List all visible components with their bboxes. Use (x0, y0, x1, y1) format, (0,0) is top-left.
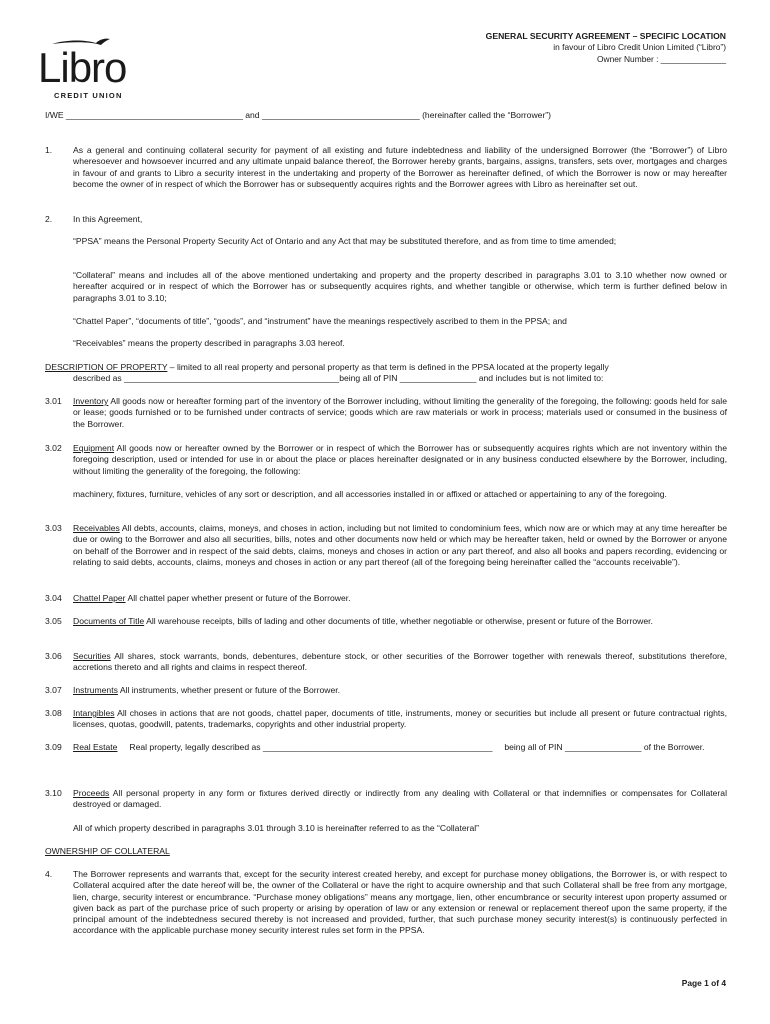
clause-number: 3.10 (45, 788, 62, 798)
clause-text: All goods now or hereafter forming part of the inventory of the Borrower including, without limiting the generality of the foregoing, the following: goods held for sale or lease; goods furnished or to be furnished under contracts of service; goods which are raw materials or work in process; materials used or consumed in the business of the Borrower. (73, 396, 727, 429)
description-of-property (45, 362, 727, 385)
logo-tagline-text: CREDIT UNION (54, 91, 123, 100)
clause-3-06 (45, 651, 727, 674)
clause-number: 3.06 (45, 651, 62, 661)
equipment-subtext: machinery, fixtures, furniture, vehicles of any sort or description, and all accessories installed in or affixed or attached or appertaining to any of the foregoing. (73, 489, 667, 499)
iwe-line: I/WE _____________________________________ and _________________________________ (hereinafter called the “Borrower”) (45, 110, 552, 120)
clause-3-02 (45, 443, 727, 477)
description-line-1: – limited to all real property and personal property as that term is defined in the PPSA located at the property legally (167, 362, 609, 372)
clause-number: 3.02 (45, 443, 62, 453)
paragraph-text: The Borrower represents and warrants that, except for the security interest created hereby, and except for purchase money obligations, the Borrower is, or with respect to Collateral acquired after the date hereof will be, the owner of the Collateral or have the right to acquire ownership and that such Collateral shall be free from any mortgage, lien, charge, security interest or encumbrance. “Purchase money obligations” means any mortgage, lien, other encumbrance or security interest upon property assumed or given back as part of the purchase price of such property or arising by operation of law or any extension or renewal or replacement thereof upon the same property, if the principal amount of the indebtedness secured thereby is not increased and provided, further, that such purchase money security interest(s) is continuously perfected in accordance with the applicable purchase money security interest rules set form in the PPSA. (73, 869, 727, 936)
definition-ppsa: “PPSA” means the Personal Property Security Act of Ontario and any Act that may be substituted therefore, and as from time to time amended; (73, 236, 617, 246)
paragraph-2 (45, 214, 727, 225)
clause-3-07 (45, 685, 727, 696)
clause-term: Equipment (73, 443, 115, 453)
ownership-heading-text: OWNERSHIP OF COLLATERAL (45, 846, 170, 856)
clause-term: Inventory (73, 396, 109, 406)
clause-text: All debts, accounts, claims, moneys, and choses in action, including but not limited to condominium fees, which now are or which may at any time hereafter be due or owing to the Borrower and also all securities, bills, notes and other documents now held or which may be hereafter taken, held or owned by the Borrower or anyone on behalf of the Borrower and in respect of the said debts, claims, moneys and choses in action or any part thereof, and also all books and papers recording, evidencing or relating to said debts, accounts, claims, moneys and choses in action or any part thereof (all of the foregoing being hereinafter called the “accounts receivable”). (73, 523, 727, 567)
clause-number: 3.04 (45, 593, 62, 603)
clause-term: Documents of Title (73, 616, 145, 626)
document-header (486, 31, 726, 65)
clause-3-03 (45, 523, 727, 568)
clause-text: All shares, stock warrants, bonds, debentures, debenture stock, or other securities of the Borrower together with renewals thereof, substitutions therefore, accretions thereto and all rights and claims in respect thereof. (73, 651, 727, 673)
clause-3-10 (45, 788, 727, 811)
clause-number: 3.01 (45, 396, 62, 406)
clause-term: Securities (73, 651, 111, 661)
page-number: Page 1 of 4 (681, 978, 726, 988)
paragraph-number: 2. (45, 214, 53, 224)
clause-3-08 (45, 708, 727, 731)
clause-text: All chattel paper whether present or future of the Borrower. (125, 593, 351, 603)
clause-text: Real property, legally described as ________________________________________________ being all of PIN ________________ of the Borrower. (117, 742, 705, 752)
document-title: GENERAL SECURITY AGREEMENT – SPECIFIC LOCATION (485, 31, 726, 41)
clause-3-09 (45, 742, 727, 753)
description-heading: DESCRIPTION OF PROPERTY (45, 362, 168, 372)
clause-text: All personal property in any form or fixtures derived directly or indirectly from any dealing with Collateral or that indemnifies or compensates for Collateral destroyed or damaged. (73, 788, 727, 810)
description-line-2: described as _____________________________________________being all of PIN ________________ and includes but is not limited to: (73, 373, 604, 384)
paragraph-4 (45, 869, 727, 937)
clause-number: 3.09 (45, 742, 62, 752)
clause-text: All goods now or hereafter owned by the Borrower or in respect of which the Borrower has or subsequently acquires rights which are not inventory within the foregoing description, used or intended for use in or about the place or places hereinafter designated or in any business conducted elsewhere by the Borrower, including, without limiting the generality of the foregoing, the following: (73, 443, 727, 476)
clause-number: 3.07 (45, 685, 62, 695)
ownership-heading (45, 846, 727, 857)
clause-3-04 (45, 593, 727, 604)
clause-term: Intangibles (73, 708, 115, 718)
definition-receivables: “Receivables” means the property described in paragraphs 3.03 hereof. (73, 338, 345, 348)
paragraph-number: 4. (45, 869, 53, 879)
clause-term: Proceeds (73, 788, 110, 798)
logo-brand-text: Libro (38, 44, 127, 91)
clause-number: 3.03 (45, 523, 62, 533)
paragraph-1 (45, 145, 727, 190)
clause-term: Instruments (73, 685, 118, 695)
clause-term: Real Estate (73, 742, 118, 752)
clause-text: All warehouse receipts, bills of lading and other documents of title, whether negotiable or otherwise, present or future of the Borrower. (144, 616, 653, 626)
clause-term: Chattel Paper (73, 593, 126, 603)
clause-number: 3.05 (45, 616, 62, 626)
clause-term: Receivables (73, 523, 120, 533)
document-subtitle: in favour of Libro Credit Union Limited (“Libro”) (553, 42, 726, 53)
owner-number: Owner Number : ______________ (597, 53, 726, 64)
definition-collateral: “Collateral” means and includes all of the above mentioned undertaking and property and the property described in paragraphs 3.01 to 3.10 whether now owned or hereafter acquired or in respect of which the Borrower has or subsequently acquires rights, and whether tangible or otherwise, which term is further defined below in paragraphs 3.01 to 3.10; (73, 270, 727, 303)
clause-3-01 (45, 396, 727, 430)
collateral-note: All of which property described in paragraphs 3.01 through 3.10 is hereinafter referred to as the “Collateral” (73, 823, 480, 833)
paragraph-number: 1. (45, 145, 53, 155)
definition-chattel-paper: “Chattel Paper”, “documents of title”, “goods”, and “instrument” have the meanings respectively ascribed to them in the PPSA; and (73, 316, 567, 326)
paragraph-text: In this Agreement, (73, 214, 143, 224)
clause-text: All instruments, whether present or future of the Borrower. (117, 685, 341, 695)
clause-text: All choses in actions that are not goods, chattel paper, documents of title, instruments, money or securities but include all present or future contractual rights, licenses, quotas, goodwill, patents, trademarks, copyrights and other industrial property. (73, 708, 727, 730)
libro-logo (38, 36, 154, 102)
clause-number: 3.08 (45, 708, 62, 718)
clause-3-05 (45, 616, 727, 627)
libro-logo-icon (38, 36, 154, 102)
paragraph-text: As a general and continuing collateral security for payment of all existing and future indebtedness and liability of the undersigned Borrower (the “Borrower”) of Libro wheresoever and howsoever incurred and any ultimate unpaid balance thereof, the Borrower hereby grants, bargains, assigns, transfers, sets over, mortgages and charges in favour of and grants to Libro a security interest in the undertaking and property of the Borrower as hereinafter defined, of which the Borrower is now or may hereafter become the owner of in respect of which the Borrower has or subsequently acquires rights and the Borrower agrees with Libro as hereinafter set out. (73, 145, 727, 189)
